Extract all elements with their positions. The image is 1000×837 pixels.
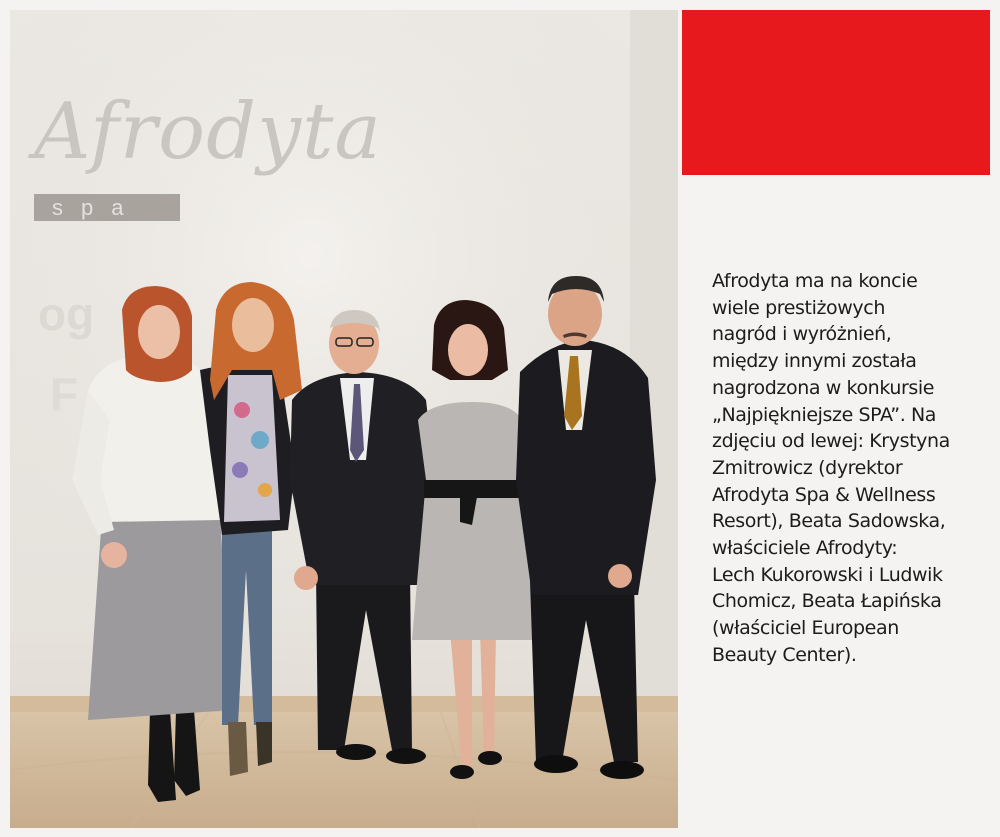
spa-sign-subtitle: spa — [52, 195, 142, 220]
caption-line: Afrodyta Spa & Wellness — [712, 483, 936, 506]
group-photo — [10, 10, 678, 828]
caption-line: Lech Kukorowski i Ludwik — [712, 563, 943, 586]
caption-line: Afrodyta ma na koncie — [712, 270, 918, 292]
caption-line: Chomicz, Beata Łapińska — [712, 590, 942, 613]
svg-text:F: F — [50, 368, 79, 420]
spa-sign-logo: Afrodyta — [34, 87, 382, 177]
caption-line: zdjęciu od lewej: Krystyna — [712, 430, 950, 453]
caption-line: „Najpiękniejsze SPA”. Na — [712, 403, 937, 426]
caption-line: (właściciel European — [712, 617, 899, 640]
photo-illustration — [10, 10, 678, 828]
caption-line: Zmitrowicz (dyrektor — [712, 456, 903, 479]
caption-line: właściciele Afrodyty: — [712, 537, 898, 560]
caption-line: Resort), Beata Sadowska, — [712, 510, 946, 533]
photo-caption — [712, 268, 994, 669]
wall-faded-lettering: og — [38, 288, 95, 340]
caption-line: wiele prestiżowych — [712, 296, 885, 319]
accent-color-block — [682, 10, 990, 175]
caption-line: Beauty Center). — [712, 643, 857, 666]
caption-line: nagród i wyróżnień, — [712, 323, 892, 346]
caption-line: nagrodzona w konkursie — [712, 376, 935, 399]
caption-line: między innymi została — [712, 350, 917, 373]
